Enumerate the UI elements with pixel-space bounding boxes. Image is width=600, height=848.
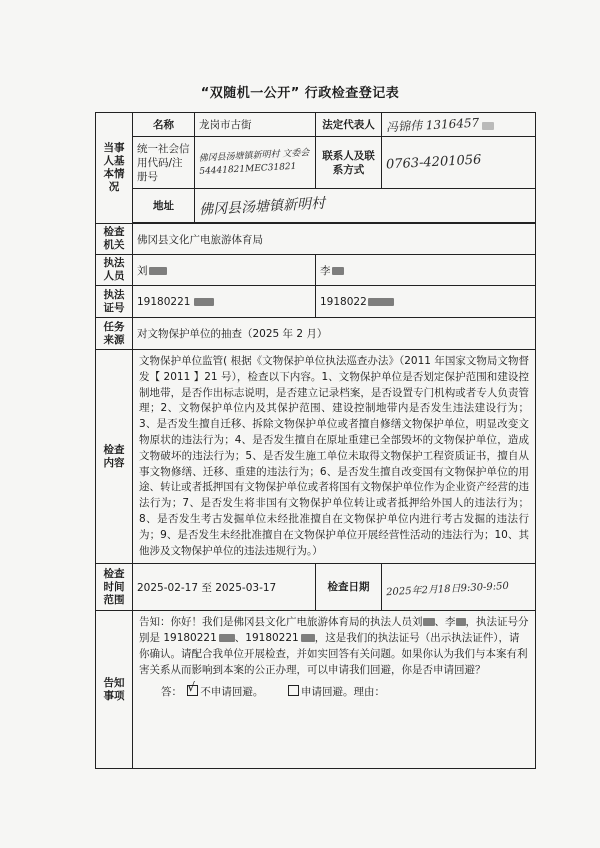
contact-handwriting: 0763-4201056	[385, 152, 482, 173]
redaction-mark	[219, 634, 235, 642]
answer-label: 答：	[161, 685, 182, 698]
form-title: “双随机一公开” 行政检查登记表	[200, 86, 400, 101]
notice-answer	[139, 679, 529, 701]
redaction-mark	[368, 298, 394, 306]
legal-rep-handwriting: 冯锦伟 1316457	[385, 115, 480, 135]
name-label: 名称	[133, 113, 195, 137]
name-value: 龙岗市古街	[195, 113, 316, 137]
content-label: 检查内容	[96, 350, 133, 564]
notice-label: 告知事项	[96, 611, 133, 769]
no-recusal-checkbox[interactable]	[187, 679, 198, 696]
credit-code-label: 统一社会信用代码/注册号	[133, 137, 195, 189]
time-range-value: 2025-02-17 至 2025-03-17	[133, 564, 316, 611]
redaction-mark	[301, 634, 315, 642]
cert1-cell	[133, 286, 316, 318]
redaction-mark	[423, 618, 435, 626]
cert1-number: 19180221	[137, 295, 191, 308]
content-text: 文物保护单位监管( 根据《文物保护单位执法巡查办法》（2011 年国家文物局文物督发【 2011 】21 号），检查以下内容。1、文物保护单位是否划定保护范围和建设控制地带，是否作出标志说明，是否建立记录档案，是否设置专门机构或者专人负责管理；2、文物保护单位内及其保护范围、建设控制地带内是否发生违法建设行为；3、是否发生擅自迁移、拆除文物保护单位或者擅自修缮文物保护单位，明显改变文物原状的违法行为；4、是否发生擅自在原址重建已全部毁坏的文物保护单位，造成文物破坏的违法行为；5、是否发生施工单位未取得文物保护工程资质证书，擅自从事文物修缮、迁移、重建的违法行为；6、是否发生擅自改变国有文物保护单位的用途、转让或者抵押国有文物保护单位或者将国有文物保护单位作为企业资产经营的违法行为；7、是否发生将非国有文物保护单位转让或者抵押给外国人的违法行为；8、是否发生考古发掘单位未经批准擅自在文物保护单位内进行考古发掘的违法行为；9、是否发生未经批准擅自在文物保护单位开展经营性活动的违法行为；10、其他涉及文物保护单位的违法违规行为。）	[133, 350, 536, 564]
recusal-option: 申请回避。理由：	[301, 685, 386, 698]
redaction-mark	[149, 267, 167, 275]
officer2-cell	[316, 255, 536, 286]
officer1-cell	[133, 255, 316, 286]
time-range-label: 检查时间范围	[96, 564, 133, 611]
credit-code-handwriting: 佛冈县汤塘镇新明村 文委会 54441821MEC31821	[198, 147, 310, 177]
legal-rep-label: 法定代表人	[316, 113, 382, 137]
task-source-label: 任务来源	[96, 318, 133, 350]
inspection-date-label: 检查日期	[316, 564, 382, 611]
credit-code-value	[195, 137, 316, 189]
officer2-name: 李	[320, 264, 331, 277]
task-source-value: 对文物保护单位的抽查（2025 年 2 月）	[133, 318, 536, 350]
contact-label: 联系人及联系方式	[316, 137, 382, 189]
agency-label: 检查机关	[96, 224, 133, 255]
notice-text: 告知：你好！我们是佛冈县文化广电旅游体育局的执法人员刘 、李 ，执法证号分别是 19180221 、19180221 ，这是我们的执法证号（出示执法证件），请你确认。请配合我单位开展检查，并如实回答有关问题。如果你认为我们与本案有利害关系从而影响到本案的公正办理，可以申请我们回避，你是否申请回避？	[139, 616, 529, 676]
address-value	[195, 189, 536, 223]
party-section-label: 当事人基本情况	[96, 113, 133, 224]
officers-label: 执法人员	[96, 255, 133, 286]
notice-cell	[133, 611, 536, 769]
address-label: 地址	[133, 189, 195, 223]
contact-value	[382, 137, 536, 189]
cert-label: 执法证号	[96, 286, 133, 318]
inspection-form-table	[95, 112, 536, 769]
recusal-checkbox[interactable]	[288, 685, 299, 696]
cert2-number: 1918022	[320, 295, 367, 308]
legal-rep-value	[382, 113, 536, 137]
tick-mark: √	[187, 679, 195, 694]
inspection-date-value	[382, 564, 536, 611]
redaction-mark	[456, 618, 466, 626]
redaction-mark	[482, 122, 494, 130]
no-recusal-option: 不申请回避。	[200, 685, 264, 698]
inspection-date-handwriting: 2025年2月18日9:30-9:50	[385, 580, 510, 599]
address-handwriting: 佛冈县汤塘镇新明村	[198, 195, 326, 218]
redaction-mark	[332, 267, 344, 275]
redaction-mark	[194, 298, 214, 306]
cert2-cell	[316, 286, 536, 318]
agency-value: 佛冈县文化广电旅游体育局	[133, 224, 536, 255]
officer1-name: 刘	[137, 264, 148, 277]
